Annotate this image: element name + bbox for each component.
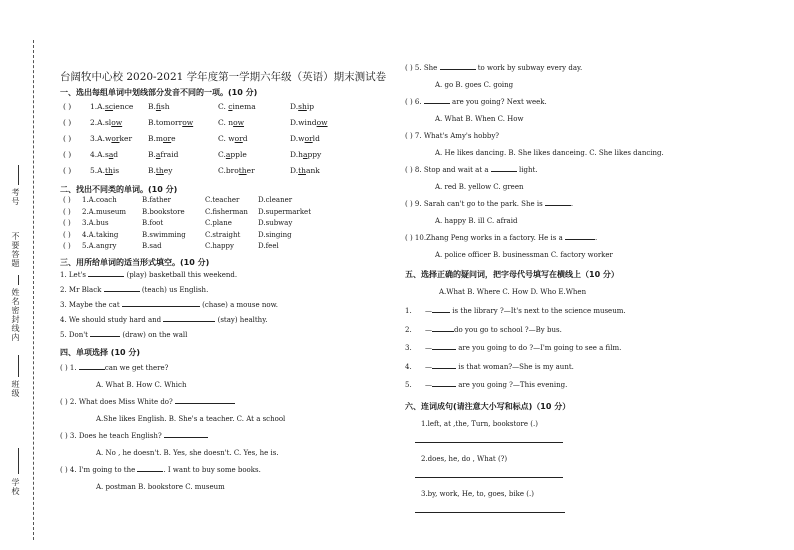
section3-rows — [60, 271, 390, 346]
s3-row: 3. Maybe the cat (chase) a mouse now. — [60, 300, 278, 309]
s4-options: A. What B. How C. Which — [96, 380, 187, 389]
s4-options: A. What B. When C. How — [435, 115, 524, 123]
option-b: B.foot — [142, 219, 164, 227]
s5-row: 2. — do you go to school ?—By bus. — [405, 325, 562, 334]
left-column — [60, 87, 390, 500]
fill-blank[interactable] — [440, 69, 476, 70]
option-b: B.afraid — [148, 150, 179, 159]
option-d: D.cleaner — [258, 196, 293, 204]
s4-question: ( ) 1. can we get there? — [60, 363, 169, 372]
fill-blank[interactable] — [104, 291, 140, 292]
answer-line[interactable] — [415, 512, 565, 513]
answer-line[interactable] — [415, 442, 563, 443]
section2-heading: 二、找出不同类的单词。(10 分) — [60, 185, 178, 194]
option-d: D.window — [290, 118, 328, 127]
option-b: B.sad — [142, 242, 162, 250]
fill-blank[interactable] — [432, 331, 454, 332]
fill-blank[interactable] — [432, 386, 456, 387]
s4-options: A. happy B. ill C. afraid — [435, 217, 518, 225]
option-d: D.subway — [258, 219, 293, 227]
fill-blank[interactable] — [432, 349, 456, 350]
section6-heading: 六、连词成句(请注意大小写和标点)（10 分） — [405, 401, 571, 411]
right-column — [405, 64, 790, 540]
s1-row — [60, 166, 390, 182]
binding-label-buyao: 不要答题 — [11, 232, 20, 268]
option-a: 2.A.slow — [90, 118, 123, 127]
option-c: C.plane — [205, 219, 232, 227]
section5-heading: 五、选择正确的疑问词，把字母代号填写在横线上（10 分） — [405, 270, 619, 279]
section4-items — [60, 364, 390, 500]
fill-blank[interactable] — [175, 403, 235, 404]
binding-blank-banji — [18, 355, 19, 377]
s5-options: A.What B. Where C. How D. Who E.When — [439, 288, 587, 296]
s5-row: 3. — are you going to do ?—I'm going to see a film. — [405, 344, 622, 352]
section1-heading: 一、选出每组单词中划线部分发音不同的一项。(10 分) — [60, 88, 258, 97]
option-c: C.happy — [205, 242, 234, 250]
option-d: D.ship — [290, 102, 315, 111]
s4-options: A. postman B. bookstore C. museum — [96, 482, 225, 491]
s4-question: ( ) 5. She to work by subway every day. — [405, 64, 583, 72]
binding-blank-xuexiao — [18, 448, 19, 474]
s1-row — [60, 150, 390, 166]
fill-blank[interactable] — [163, 321, 215, 322]
option-a: 1.A.coach — [82, 196, 117, 204]
s4-question: ( ) 10.Zhang Peng works in a factory. He is a . — [405, 234, 598, 242]
option-c: C.teacher — [205, 196, 240, 204]
s3-row: 4. We should study hard and (stay) healthy. — [60, 315, 268, 324]
s2-row — [60, 196, 390, 208]
section1-rows — [60, 102, 390, 182]
fill-blank[interactable] — [90, 336, 120, 337]
binding-label-banji: 班级 — [11, 380, 20, 398]
s6-prompt: 3.by, work, He, to, goes, bike (.) — [421, 489, 534, 498]
answer-paren[interactable]: ( ) — [63, 196, 71, 204]
fill-blank[interactable] — [137, 471, 163, 472]
option-c: C. now — [218, 118, 245, 127]
answer-paren[interactable]: ( ) — [63, 102, 72, 111]
answer-paren[interactable]: ( ) — [63, 219, 71, 227]
option-d: D.singing — [258, 230, 292, 239]
option-b: B.fish — [148, 102, 170, 111]
s4-question: ( ) 2. What does Miss White do? — [60, 398, 390, 415]
option-b: B.more — [148, 134, 176, 143]
fill-blank[interactable] — [432, 312, 450, 313]
fill-blank[interactable] — [424, 103, 450, 104]
fill-blank[interactable] — [88, 276, 124, 277]
s4-options: A. go B. goes C. going — [435, 81, 514, 89]
answer-paren[interactable]: ( ) — [63, 134, 72, 143]
s2-row — [60, 208, 390, 220]
s4-question: ( ) 6. are you going? Next week. — [405, 98, 547, 106]
option-a: 4.A.sad — [90, 150, 119, 159]
fill-blank[interactable] — [164, 437, 208, 438]
fill-blank[interactable] — [491, 171, 517, 172]
fill-blank[interactable] — [565, 239, 595, 240]
section4-heading: 四、单项选择 (10 分) — [60, 347, 141, 357]
binding-blank-kaohao — [18, 165, 19, 185]
binding-label-xuexiao: 学校 — [11, 478, 20, 496]
answer-paren[interactable]: ( ) — [63, 118, 72, 127]
option-d: D.supermarket — [258, 207, 312, 216]
s5-row: 4. — is that woman?—She is my aunt. — [405, 362, 574, 371]
section3-heading: 三、用所给单词的适当形式填空。(10 分) — [60, 257, 210, 267]
section6-rows — [405, 420, 790, 540]
option-d: D.happy — [290, 150, 322, 159]
s4-question: ( ) 4. I'm going to the . I want to buy some books. — [60, 465, 261, 474]
option-c: C.brother — [218, 166, 255, 175]
s2-row — [60, 242, 390, 254]
option-c: C. cinema — [218, 102, 256, 111]
option-d: D.feel — [258, 242, 279, 250]
s4-question: ( ) 8. Stop and wait at a light. — [405, 166, 538, 174]
option-a: 2.A.museum — [82, 207, 126, 216]
option-a: 1.A.science — [90, 102, 134, 111]
answer-paren[interactable]: ( ) — [63, 166, 72, 175]
answer-paren[interactable]: ( ) — [63, 207, 71, 216]
option-a: 3.A.bus — [82, 219, 109, 227]
fill-blank[interactable] — [122, 306, 200, 307]
answer-paren[interactable]: ( ) — [63, 242, 71, 250]
s4-options: A. He likes dancing. B. She likes danceing. C. She likes dancing. — [435, 149, 664, 157]
s3-row: 2. Mr Black (teach) us English. — [60, 285, 209, 294]
option-c: C.straight — [205, 230, 241, 239]
fill-blank[interactable] — [432, 368, 456, 369]
binding-blank-xingming — [18, 275, 19, 285]
fill-blank[interactable] — [545, 205, 571, 206]
option-b: B.father — [142, 196, 171, 204]
s4-question: ( ) 9. Sarah can't go to the park. She is . — [405, 200, 574, 208]
s2-row — [60, 219, 390, 231]
s4-options: A. No , he doesn't. B. Yes, she doesn't. C. Yes, he is. — [96, 448, 279, 457]
section2-rows — [60, 196, 390, 254]
s4-question: ( ) 3. Does he teach English? — [60, 432, 390, 449]
option-c: C.fisherman — [205, 207, 248, 216]
s4-question: ( ) 7. What's Amy's hobby? — [405, 132, 500, 140]
s6-prompt: 2.does, he, do , What (?) — [421, 454, 508, 463]
s1-row — [60, 102, 390, 118]
option-a: 3.A.worker — [90, 134, 133, 143]
binding-label-miyao: 密封线内 — [11, 306, 20, 342]
option-b: B.they — [148, 166, 173, 175]
s2-row — [60, 231, 390, 243]
s1-row — [60, 118, 390, 134]
section5-rows — [405, 307, 790, 400]
s6-prompt: 1.left, at ,the, Turn, bookstore (.) — [421, 419, 538, 428]
option-a: 4.A.taking — [82, 230, 119, 239]
option-c: C.apple — [218, 150, 247, 159]
s1-row — [60, 134, 390, 150]
option-a: 5.A.angry — [82, 242, 117, 250]
s3-row: 5. Don't (draw) on the wall — [60, 330, 188, 339]
exam-title: 台阔牧中心校 2020-2021 学年度第一学期六年级（英语）期末测试卷 — [60, 71, 387, 83]
answer-line[interactable] — [415, 477, 563, 478]
s5-row: 1. — is the library ?—It's next to the science museum. — [405, 307, 626, 315]
binding-label-xingming: 姓名 — [11, 288, 20, 306]
binding-dashed-line — [33, 40, 35, 540]
option-b: B.bookstore — [142, 207, 185, 216]
binding-label-kaohao: 考号 — [11, 188, 20, 206]
option-d: D.world — [290, 134, 320, 143]
fill-blank[interactable] — [79, 369, 105, 370]
option-a: 5.A.this — [90, 166, 120, 175]
s4-options: A. red B. yellow C. green — [435, 183, 524, 191]
s4-options: A. police officer B. businessman C. factory worker — [435, 251, 613, 259]
answer-paren[interactable]: ( ) — [63, 150, 72, 159]
option-c: C. word — [218, 134, 248, 143]
option-d: D.thank — [290, 166, 320, 175]
s4-options: A.She likes English. B. She's a teacher. C. At a school — [96, 414, 286, 423]
s5-row: 5. — are you going ?—This evening. — [405, 381, 568, 389]
answer-paren[interactable]: ( ) — [63, 230, 71, 239]
option-b: B.tomorrow — [148, 118, 194, 127]
option-b: B.swimming — [142, 230, 186, 239]
s3-row: 1. Let's (play) basketball this weekend. — [60, 270, 238, 279]
